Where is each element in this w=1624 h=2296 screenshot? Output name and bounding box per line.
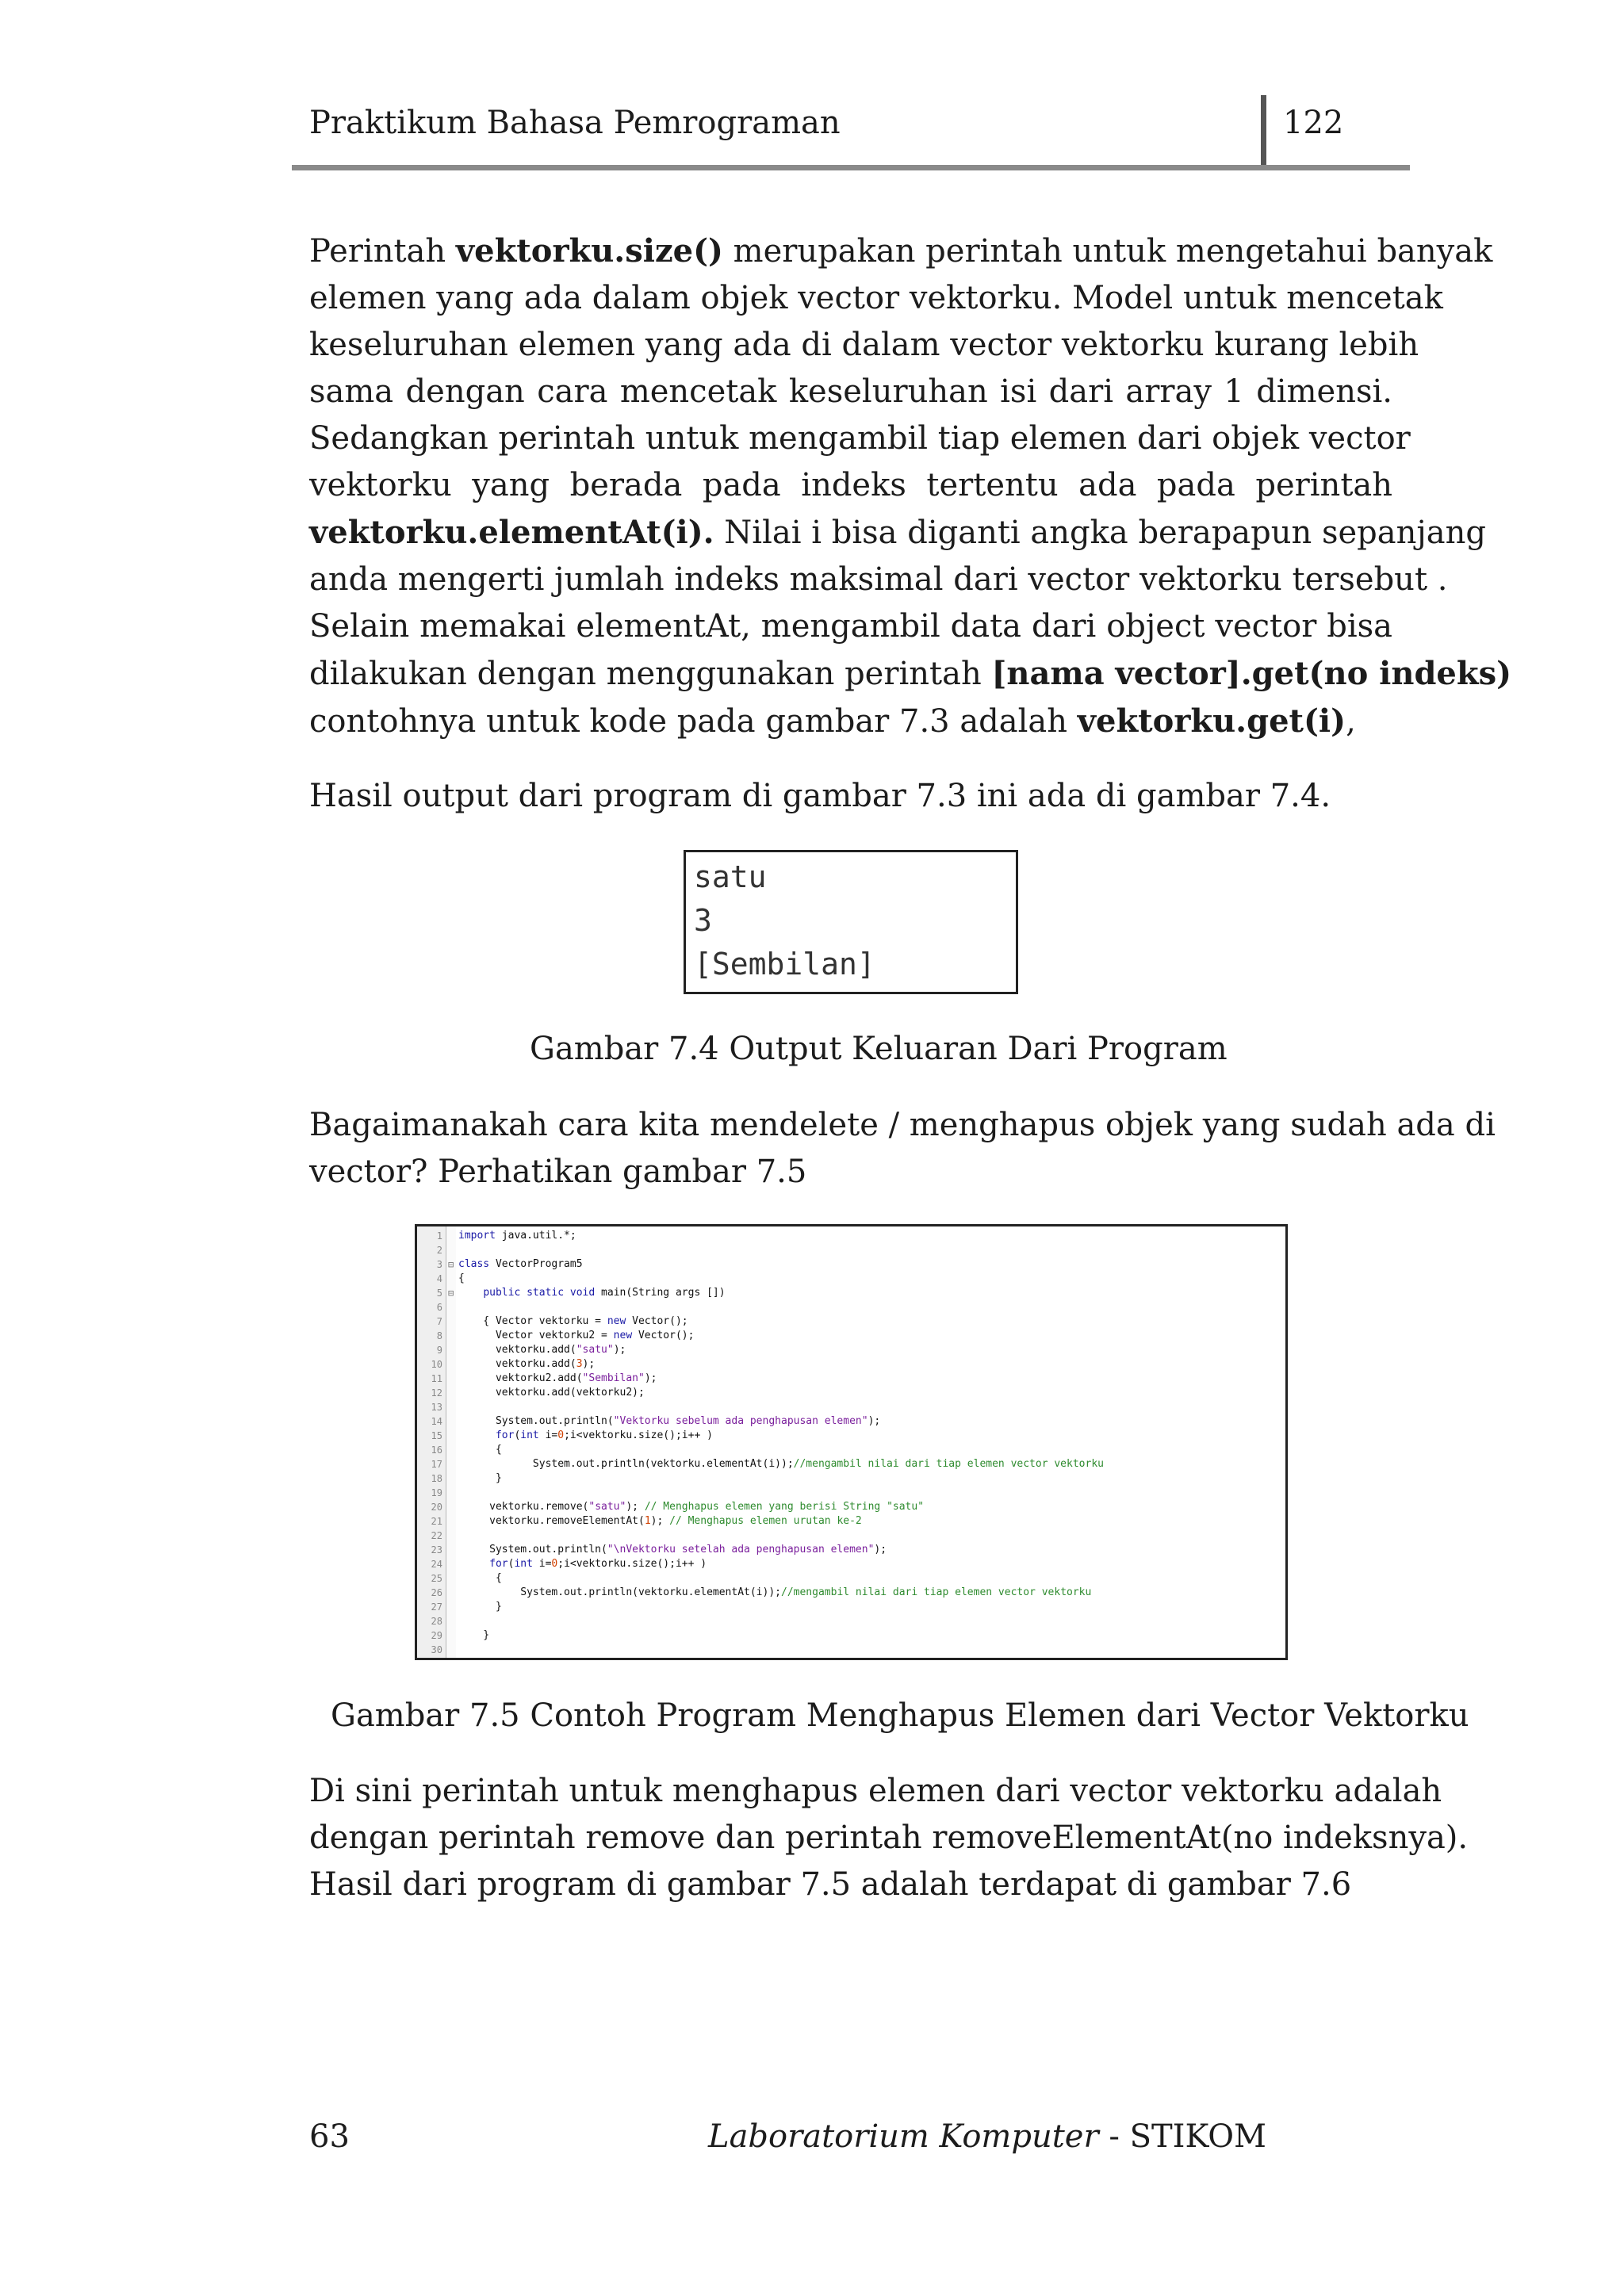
bold-code-term: [nama vector].get(no indeks) [991,655,1512,692]
text-line [309,462,1392,509]
text-line [309,275,1443,322]
footer-lab-name: Laboratorium Komputer [708,2118,1099,2155]
line-number: 30 [431,1644,442,1655]
code-line [417,1414,1285,1429]
code-line [417,1343,1285,1357]
text-run: dilakukan dengan menggunakan perintah [309,656,992,692]
code-line [417,1600,1285,1614]
line-number: 9 [436,1345,442,1356]
footer-page-number: 63 [309,2118,350,2155]
text-run: vektorku yang berada pada indeks tertentu ada pada perintah [309,467,1392,503]
text-line [309,228,1493,275]
line-number: 7 [436,1316,442,1327]
paragraph-hasil-output: Hasil output dari program di gambar 7.3 ini ada di gambar 7.4. [309,778,1331,814]
paragraph-vektorku-size [309,228,1512,745]
header-page-number: 122 [1283,105,1344,141]
text-run: Sedangkan perintah untuk mengambil tiap elemen dari objek vector [309,420,1411,457]
footer-org: STIKOM [1129,2118,1267,2155]
code-text: } [458,1601,502,1613]
text-line [309,603,1392,650]
code-text: } [458,1629,490,1641]
line-number: 13 [431,1402,442,1413]
text-run: vector? Perhatikan gambar 7.5 [309,1154,807,1190]
line-number: 10 [431,1359,442,1370]
code-text: import java.util.*; [458,1230,576,1242]
code-text: vektorku.add(3); [458,1358,596,1370]
code-text: vektorku.add(vektorku2); [458,1387,645,1399]
code-line [417,1400,1285,1414]
line-number: 6 [436,1302,442,1313]
text-run: Hasil dari program di gambar 7.5 adalah terdapat di gambar 7.6 [309,1866,1352,1903]
line-number: 20 [431,1502,442,1513]
line-number: 29 [431,1630,442,1641]
code-text: vektorku.removeElementAt(1); // Menghapus elemen urutan ke-2 [458,1515,862,1527]
figure-caption-7-5: Gambar 7.5 Contoh Program Menghapus Elemen dari Vector Vektorku [331,1697,1469,1734]
code-text: for(int i=0;i<vektorku.size();i++ ) [495,1429,713,1441]
line-number: 26 [431,1587,442,1598]
code-line [417,1543,1285,1557]
text-run: Perintah [309,233,456,270]
line-number: 14 [431,1416,442,1427]
code-text: System.out.println(vektorku.elementAt(i));//mengambil nilai dari tiap elemen vector vektorku [458,1586,1092,1598]
text-line [309,1815,1469,1862]
output-line: 3 [694,903,712,938]
code-line [417,1557,1285,1571]
code-line [417,1571,1285,1586]
text-line [309,698,1392,745]
code-text: vektorku.add("satu"); [458,1344,626,1356]
text-run: Bagaimanakah cara kita mendelete / menghapus objek yang sudah ada di [309,1107,1496,1143]
text-line [309,1102,1496,1149]
code-text: System.out.println(vektorku.elementAt(i));//mengambil nilai dari tiap elemen vector vektorku [458,1458,1104,1470]
code-line [417,1586,1285,1600]
text-run: Nilai i bisa diganti angka berapapun sepanjang [714,515,1487,551]
line-number: 1 [436,1230,442,1242]
line-number: 11 [431,1373,442,1384]
bold-code-term: vektorku.size() [455,232,723,270]
code-line [417,1514,1285,1529]
text-run: merupakan perintah untuk mengetahui banyak [722,233,1493,270]
code-text: vektorku.remove("satu"); // Menghapus elemen yang berisi String "satu" [458,1501,925,1513]
code-text: for(int i=0;i<vektorku.size();i++ ) [489,1558,707,1570]
code-line [417,1486,1285,1500]
text-run: keseluruhan elemen yang ada di dalam vector vektorku kurang lebih [309,327,1419,363]
code-text: { [458,1272,465,1284]
output-line: [Sembilan] [694,947,875,982]
text-line [309,557,1448,603]
text-line [309,509,1487,557]
code-line [417,1529,1285,1543]
text-run: contohnya untuk kode pada gambar 7.3 adalah [309,703,1078,740]
text-line [309,650,1512,698]
text-line [309,322,1419,369]
paragraph-bagaimanakah [309,1102,1496,1196]
header-rule [292,165,1410,170]
code-line [417,1457,1285,1471]
text-line [309,1768,1442,1815]
fold-toggle-icon: ⊟ [448,1259,454,1270]
line-number: 12 [431,1387,442,1399]
code-text: { [458,1444,502,1456]
code-text: { [458,1572,502,1584]
code-line [417,1243,1285,1257]
bold-code-term: vektorku.get(i) [1077,702,1346,740]
code-line [417,1286,1285,1300]
text-line [309,369,1392,415]
code-text: vektorku2.add("Sembilan"); [458,1372,657,1384]
line-number: 18 [431,1473,442,1484]
code-line [417,1272,1285,1286]
line-number: 24 [431,1559,442,1570]
line-number: 17 [431,1459,442,1470]
text-line [309,415,1411,462]
text-run: sama dengan cara mencetak keseluruhan isi dari array 1 dimensi. [309,373,1392,410]
output-line: satu [694,859,767,894]
bold-code-term: vektorku.elementAt(i). [309,514,714,551]
line-number: 23 [431,1544,442,1556]
code-text: System.out.println("\nVektorku setelah ada penghapusan elemen"); [458,1544,887,1556]
code-line [417,1614,1285,1628]
code-line [417,1500,1285,1514]
fold-toggle-icon: ⊟ [448,1288,454,1299]
text-line [309,1862,1392,1908]
code-line [417,1372,1285,1386]
line-number: 25 [431,1573,442,1584]
line-number: 3 [436,1259,442,1270]
line-number: 19 [431,1487,442,1498]
code-line [417,1314,1285,1329]
running-header-title: Praktikum Bahasa Pemrograman [309,105,841,141]
line-number: 16 [431,1445,442,1456]
line-number: 5 [436,1288,442,1299]
code-text: Vector vektorku2 = new Vector(); [458,1330,695,1341]
line-number: 22 [431,1530,442,1541]
line-number: 28 [431,1616,442,1627]
code-line [417,1471,1285,1486]
program-output-figure [684,850,1018,994]
line-number: 4 [436,1273,442,1284]
text-line [309,1149,1392,1196]
text-run: Di sini perintah untuk menghapus elemen dari vector vektorku adalah [309,1773,1442,1809]
code-line [417,1357,1285,1372]
figure-caption-7-4: Gambar 7.4 Output Keluaran Dari Program [530,1031,1228,1067]
code-line [417,1329,1285,1343]
code-line [417,1443,1285,1457]
line-number: 15 [431,1430,442,1441]
code-text: public static void main(String args []) [483,1287,726,1299]
footer-label [708,2118,1266,2155]
text-run: Selain memakai elementAt, mengambil data dari object vector bisa [309,608,1392,645]
code-line [417,1229,1285,1243]
code-line [417,1257,1285,1272]
code-text: class VectorProgram5 [458,1258,583,1270]
code-line [417,1429,1285,1443]
code-text: System.out.println("Vektorku sebelum ada penghapusan elemen"); [458,1415,881,1427]
code-text: { Vector vektorku = new Vector(); [458,1315,688,1327]
code-listing-figure [415,1224,1288,1660]
line-number: 8 [436,1330,442,1341]
paragraph-di-sini [309,1768,1469,1908]
code-line [417,1386,1285,1400]
code-line [417,1300,1285,1314]
line-number: 27 [431,1601,442,1613]
code-text: } [458,1472,502,1484]
text-run: dengan perintah remove dan perintah removeElementAt(no indeksnya). [309,1820,1469,1856]
header-separator [1261,95,1266,168]
line-number: 2 [436,1245,442,1256]
text-run: anda mengerti jumlah indeks maksimal dari vector vektorku tersebut . [309,561,1448,598]
text-run: elemen yang ada dalam objek vector vektorku. Model untuk mencetak [309,280,1443,316]
code-line [417,1643,1285,1657]
footer-separator: - [1098,2118,1130,2155]
text-run: , [1346,703,1356,740]
line-number: 21 [431,1516,442,1527]
code-line [417,1628,1285,1643]
